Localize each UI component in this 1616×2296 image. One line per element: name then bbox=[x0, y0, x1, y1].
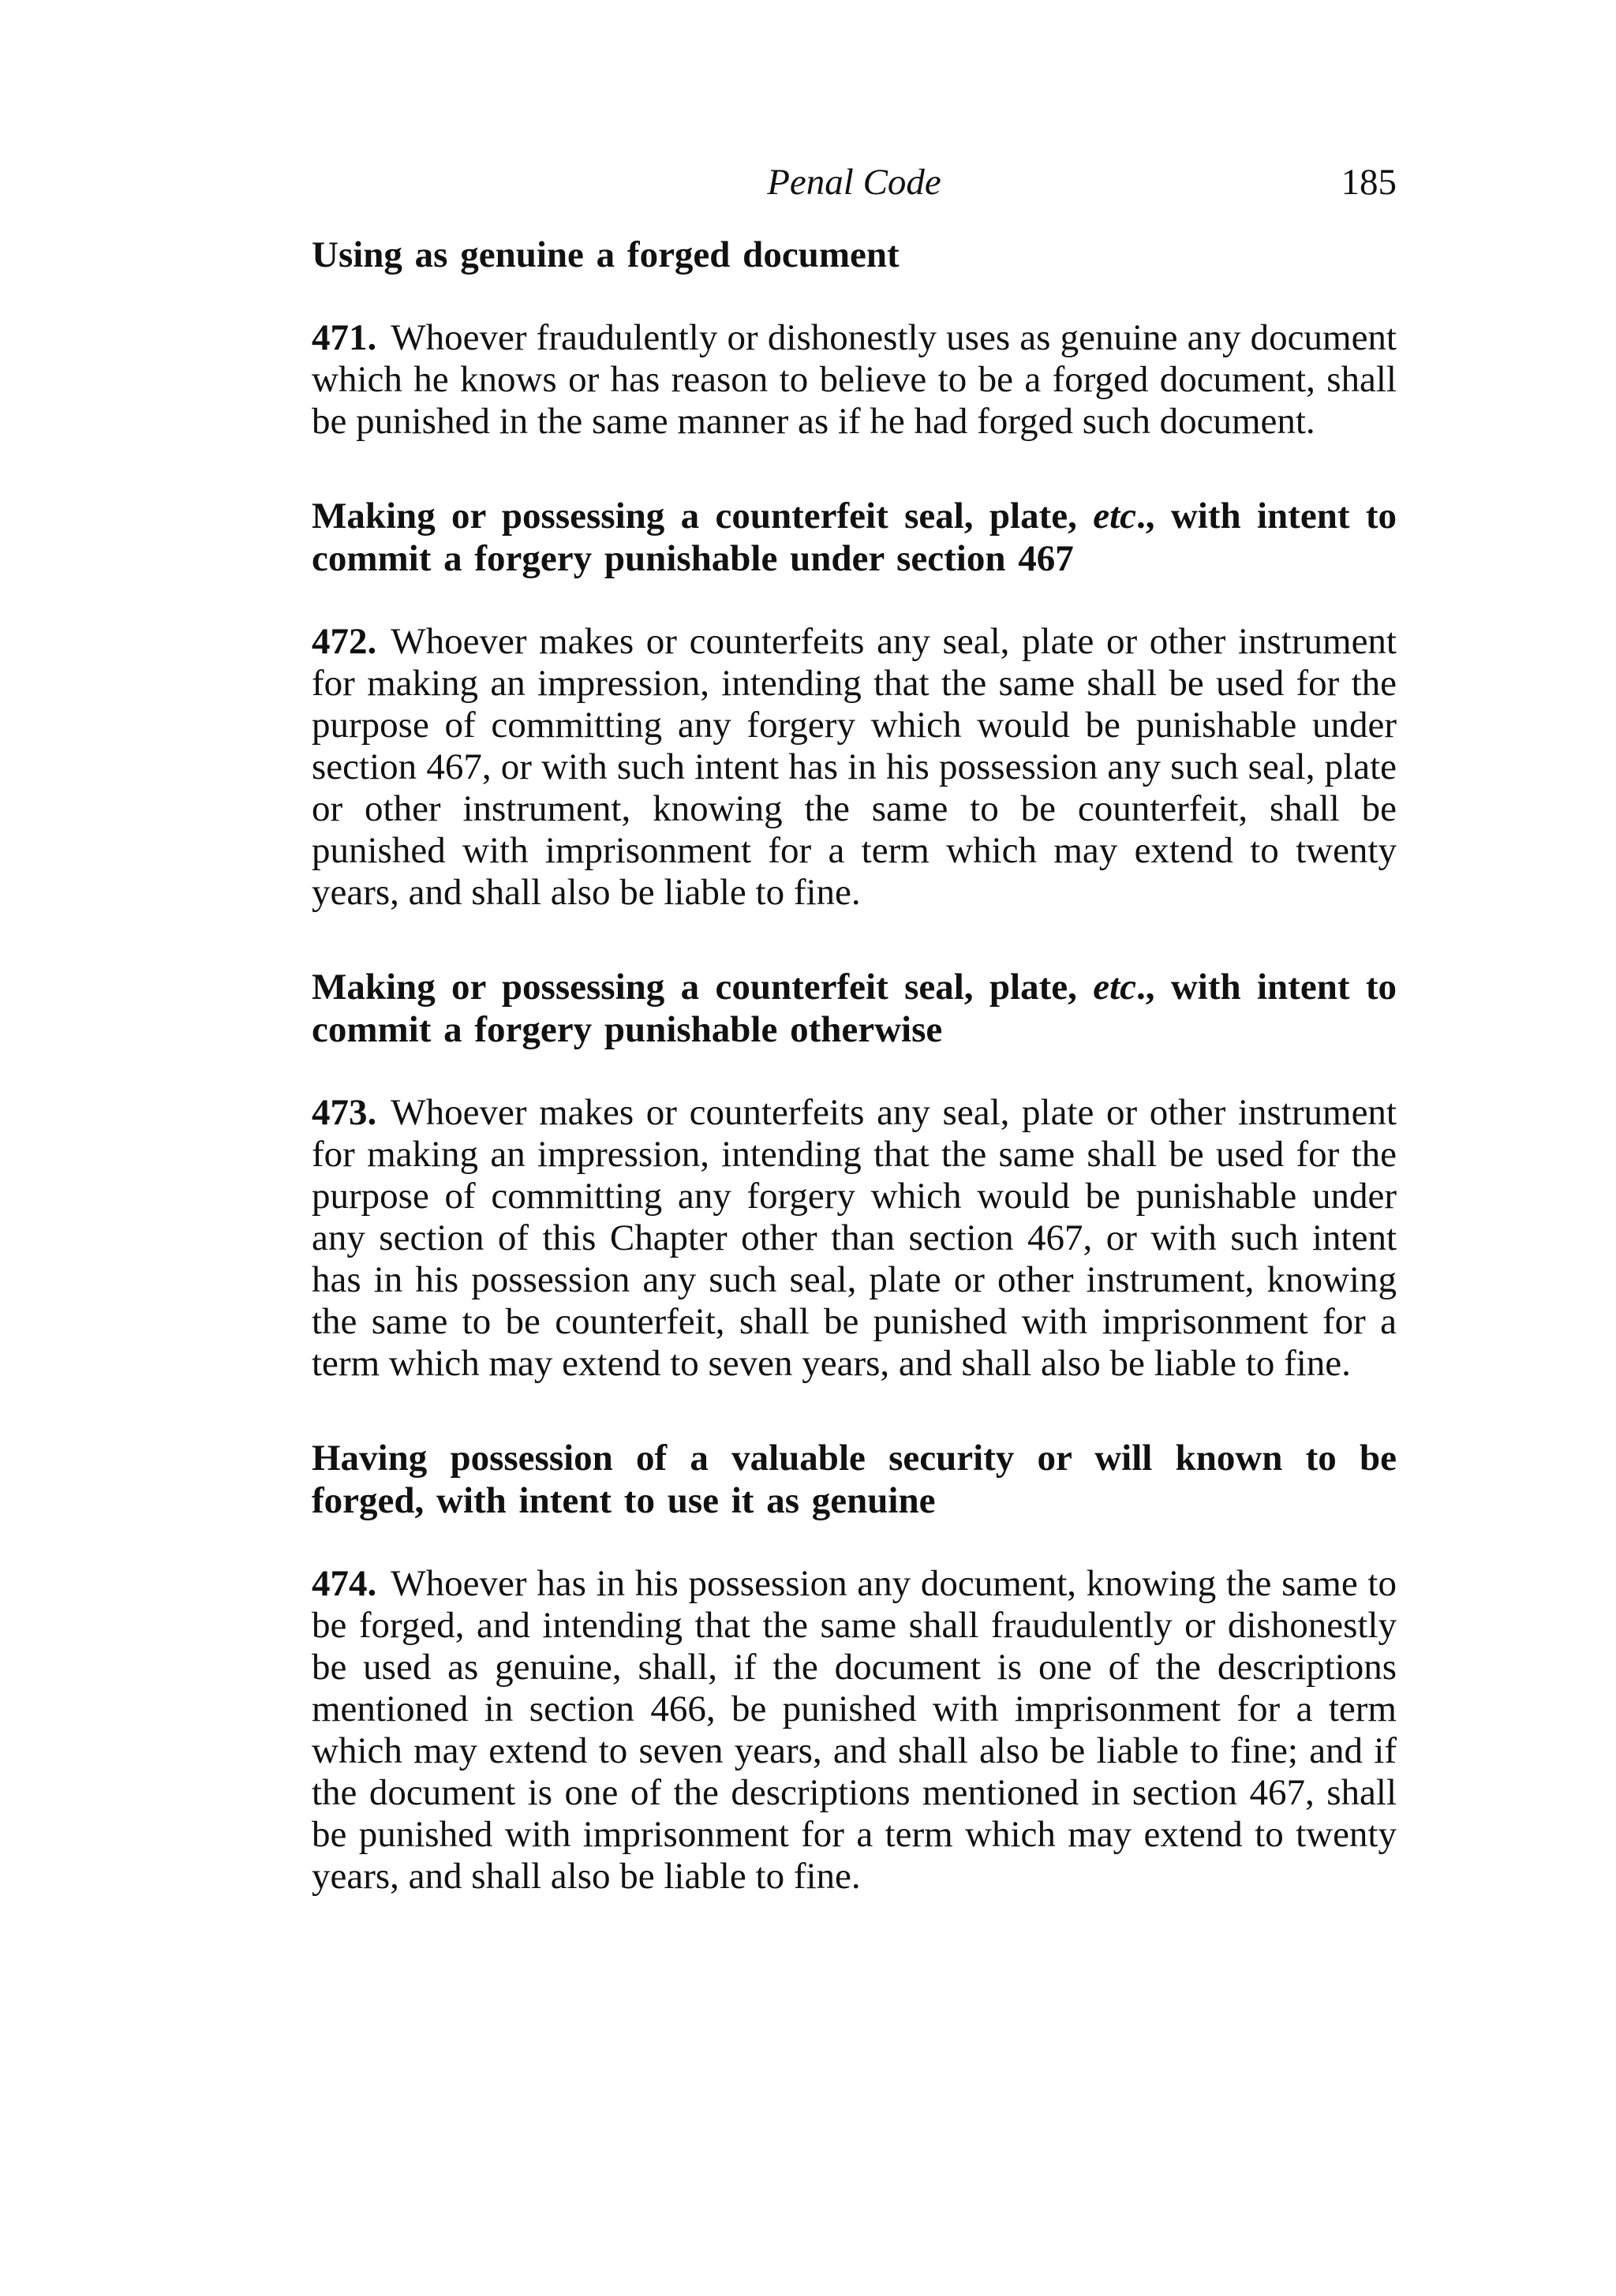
section-heading bbox=[312, 966, 1397, 1051]
section-number: 474. bbox=[312, 1563, 377, 1604]
section-471 bbox=[312, 234, 1397, 443]
section-heading bbox=[312, 1437, 1397, 1522]
page-number: 185 bbox=[1341, 162, 1397, 203]
heading-text-start: Making or possessing a counterfeit seal, plate, bbox=[312, 967, 1094, 1008]
heading-text-italic: etc bbox=[1093, 495, 1136, 537]
section-paragraph bbox=[312, 1563, 1397, 1898]
section-paragraph bbox=[312, 1092, 1397, 1385]
running-title: Penal Code bbox=[767, 162, 941, 203]
section-heading bbox=[312, 495, 1397, 580]
heading-text: Having possession of a valuable security or will known to be forged, with intent to use it as genuine bbox=[312, 1438, 1397, 1521]
section-paragraph bbox=[312, 317, 1397, 443]
section-text: Whoever makes or counterfeits any seal, plate or other instrument for making an impression, intending that the same shall be used for the purpose of committing any forgery which would be punishable under section 467, or with such intent has in his possession any such seal, plate or other instrument, knowing the same to be counterfeit, shall be punished with imprisonment for a term which may extend to twenty years, and shall also be liable to fine. bbox=[312, 621, 1397, 913]
section-number: 471. bbox=[312, 317, 377, 358]
section-text: Whoever makes or counterfeits any seal, plate or other instrument for making an impression, intending that the same shall be used for the purpose of committing any forgery which would be punishable under any section of this Chapter other than section 467, or with such intent has in his possession any such seal, plate or other instrument, knowing the same to be counterfeit, shall be punished with imprisonment for a term which may extend to seven years, and shall also be liable to fine. bbox=[312, 1092, 1397, 1384]
section-number: 472. bbox=[312, 621, 377, 662]
heading-text-start: Making or possessing a counterfeit seal, plate, bbox=[312, 495, 1094, 537]
section-number: 473. bbox=[312, 1092, 377, 1133]
section-text: Whoever has in his possession any document, knowing the same to be forged, and intending that the same shall fraudulently or dishonestly be used as genuine, shall, if the document is one of the descriptions mentioned in section 466, be punished with imprisonment for a term which may extend to seven years, and shall also be liable to fine; and if the document is one of the descriptions mentioned in section 467, shall be punished with imprisonment for a term which may extend to twenty years, and shall also be liable to fine. bbox=[312, 1563, 1397, 1897]
section-472 bbox=[312, 495, 1397, 914]
section-heading bbox=[312, 234, 1397, 276]
page-header bbox=[312, 155, 1397, 210]
document-body bbox=[312, 234, 1397, 1898]
section-paragraph bbox=[312, 621, 1397, 914]
heading-text-end: ., with intent to commit a forgery punishable under section 467 bbox=[312, 495, 1397, 579]
heading-text-italic: etc bbox=[1093, 967, 1136, 1008]
heading-text-end: ., with intent to commit a forgery punishable otherwise bbox=[312, 967, 1397, 1050]
section-474 bbox=[312, 1437, 1397, 1898]
section-text: Whoever fraudulently or dishonestly uses as genuine any document which he knows or has reason to believe to be a forged document, shall be punished in the same manner as if he had forged such document. bbox=[312, 317, 1397, 442]
section-473 bbox=[312, 966, 1397, 1385]
heading-text: Using as genuine a forged document bbox=[312, 234, 900, 275]
